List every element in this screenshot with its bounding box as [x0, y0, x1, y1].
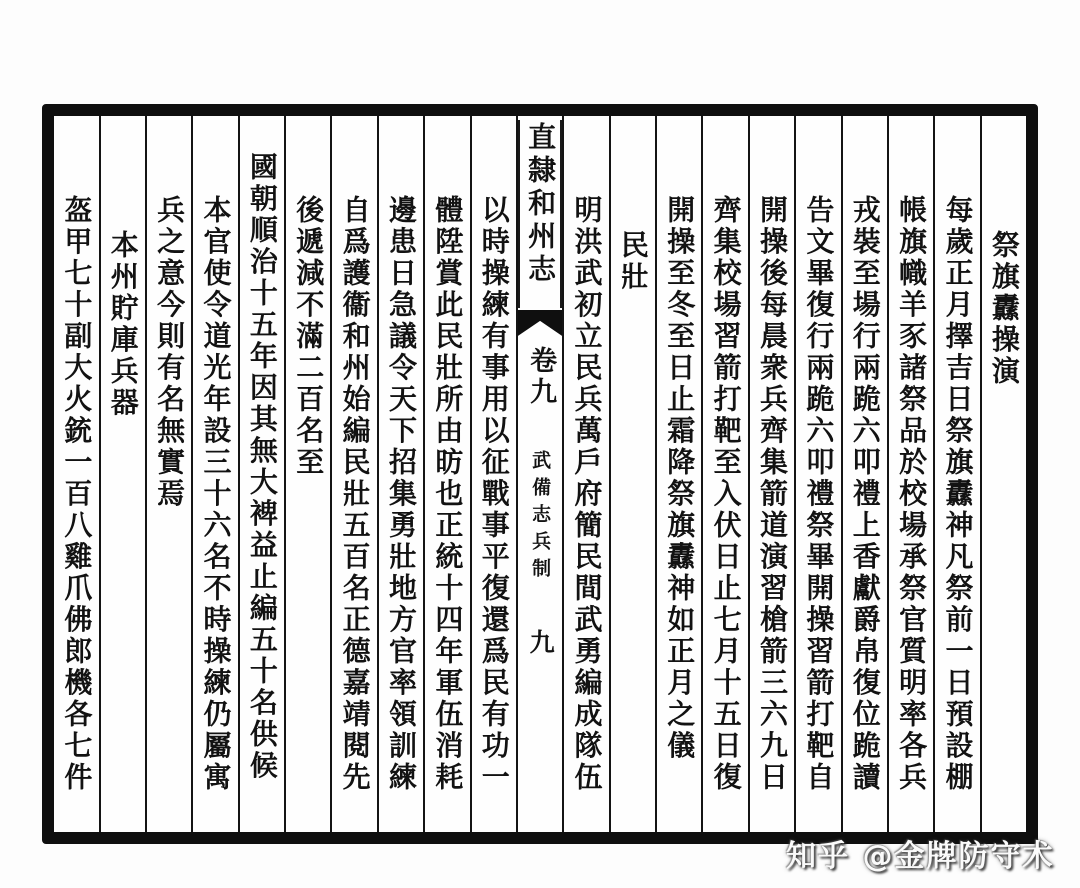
book-title: 直隸和州志: [524, 122, 558, 287]
text-column: [887, 116, 933, 832]
column-text: 國朝順治十五年因其無大裨益止編五十名供候: [245, 152, 279, 782]
text-column: [841, 116, 887, 832]
column-text: 後遞減不滿二百名至: [292, 195, 326, 479]
section-heading-column: [609, 116, 655, 832]
page-frame: [42, 104, 1038, 844]
column-text: 開操至冬至日止霜降祭旗纛神如正月之儀: [663, 195, 697, 762]
fishtail-ornament-icon: [518, 310, 562, 336]
section-heading-column: [980, 116, 1026, 832]
text-column: [933, 116, 979, 832]
column-text: 齊集校場習箭打靶至入伏日止七月十五日復: [709, 195, 743, 794]
column-text: 以時操練有事用以征戰事平復還爲民有功一: [477, 195, 511, 794]
watermark: 知乎 @金牌防守术: [786, 839, 1055, 874]
column-text: 明洪武初立民兵萬戶府簡民間武勇編成隊伍: [570, 195, 604, 794]
text-column: [794, 116, 840, 832]
column-text: 戎裝至場行兩跪六叩禮上香獻爵帛復位跪讀: [848, 195, 882, 794]
column-text: 兵之意今則有名無實焉: [153, 195, 187, 510]
column-text: 每歲正月擇吉日祭旗纛神凡祭前一日預設棚: [941, 195, 975, 794]
text-column: [748, 116, 794, 832]
column-text: 本官使令道光年設三十六名不時操練仍屬寓: [199, 195, 233, 794]
text-column: [191, 116, 237, 832]
column-text: 自爲護衞和州始編民壯五百名正德嘉靖閱先: [338, 195, 372, 794]
spine-title-box: [518, 120, 562, 308]
text-column: [701, 116, 747, 832]
column-text: 邊患日急議令天下招集勇壯地方官率領訓練: [384, 195, 418, 794]
section-heading: 本州貯庫兵器: [106, 230, 140, 419]
column-text: 體陞賞此民壯所由昉也正統十四年軍伍消耗: [431, 195, 465, 794]
section-heading: 祭旗纛操演: [987, 230, 1021, 388]
text-column-raised-honorific: [238, 116, 284, 832]
text-column: [54, 116, 98, 832]
text-column: [377, 116, 423, 832]
column-text: 開操後每晨衆兵齊集箭道演習槍箭三六九日: [755, 195, 789, 794]
text-column: [145, 116, 191, 832]
column-text: 告文畢復行兩跪六叩禮祭畢開操習箭打靶自: [802, 195, 836, 794]
text-column: [562, 116, 608, 832]
text-columns: [54, 116, 1026, 832]
spine-column: [516, 116, 562, 832]
text-column: [330, 116, 376, 832]
section-label: 武備志兵制: [529, 450, 552, 585]
page-number: 九: [526, 629, 556, 658]
text-column: [284, 116, 330, 832]
column-text: 盔甲七十副大火銃一百八雞爪佛郎機各七件: [60, 195, 94, 794]
section-heading-column: [99, 116, 145, 832]
volume-label: 卷九: [525, 346, 557, 408]
section-heading: 民壯: [616, 230, 650, 293]
text-column: [470, 116, 516, 832]
column-text: 帳旗幟羊豕諸祭品於校場承祭官質明率各兵: [895, 195, 929, 794]
text-column: [423, 116, 469, 832]
text-column: [655, 116, 701, 832]
